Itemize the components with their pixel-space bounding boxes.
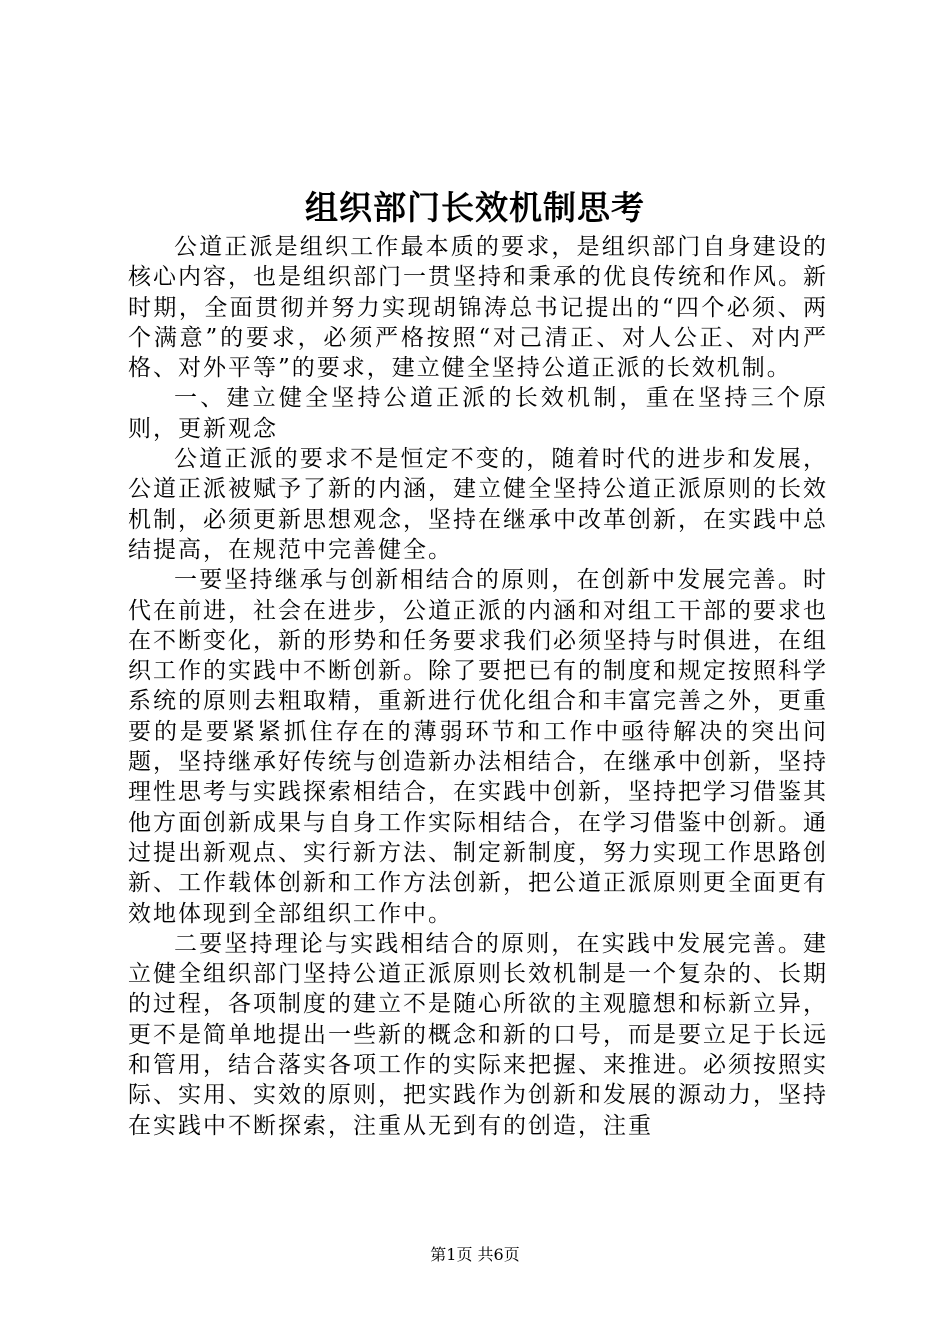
paragraph: 公道正派的要求不是恒定不变的，随着时代的进步和发展，公道正派被赋予了新的内涵，建立健全坚持公道正派原则的长效机制，必须更新思想观念，坚持在继承中改革创新，在实践中总结提高，在规范中完善健全。 (128, 446, 828, 563)
paragraph: 一要坚持继承与创新相结合的原则，在创新中发展完善。时代在前进，社会在进步，公道正派的内涵和对组工干部的要求也在不断变化，新的形势和任务要求我们必须坚持与时俱进，在组织工作的实践中不断创新。除了要把已有的制度和规定按照科学系统的原则去粗取精，重新进行优化组合和丰富完善之外，更重要的是要紧紧抓住存在的薄弱环节和工作中亟待解决的突出问题，坚持继承好传统与创造新办法相结合，在继承中创新，坚持理性思考与实践探索相结合，在实践中创新，坚持把学习借鉴其他方面创新成果与自身工作实际相结合，在学习借鉴中创新。通过提出新观点、实行新方法、制定新制度，努力实现工作思路创新、工作载体创新和工作方法创新，把公道正派原则更全面更有效地体现到全部组织工作中。 (128, 567, 828, 927)
section-heading: 一、建立健全坚持公道正派的长效机制，重在坚持三个原则，更新观念 (128, 385, 828, 442)
document-title: 组织部门长效机制思考 (305, 188, 645, 227)
document-body (128, 232, 828, 1141)
page-footer: 第1页 共6页 (430, 1245, 520, 1264)
paragraph: 二要坚持理论与实践相结合的原则，在实践中发展完善。建立健全组织部门坚持公道正派原则长效机制是一个复杂的、长期的过程，各项制度的建立不是随心所欲的主观臆想和标新立异，更不是简单地提出一些新的概念和新的口号，而是要立足于长远和管用，结合落实各项工作的实际来把握、来推进。必须按照实际、实用、实效的原则，把实践作为创新和发展的源动力，坚持在实践中不断探索，注重从无到有的创造，注重 (128, 930, 828, 1139)
paragraph: 公道正派是组织工作最本质的要求，是组织部门自身建设的核心内容，也是组织部门一贯坚持和秉承的优良传统和作风。新时期，全面贯彻并努力实现胡锦涛总书记提出的“四个必须、两个满意”的要求，必须严格按照“对己清正、对人公正、对内严格、对外平等”的要求，建立健全坚持公道正派的长效机制。 (128, 234, 828, 382)
